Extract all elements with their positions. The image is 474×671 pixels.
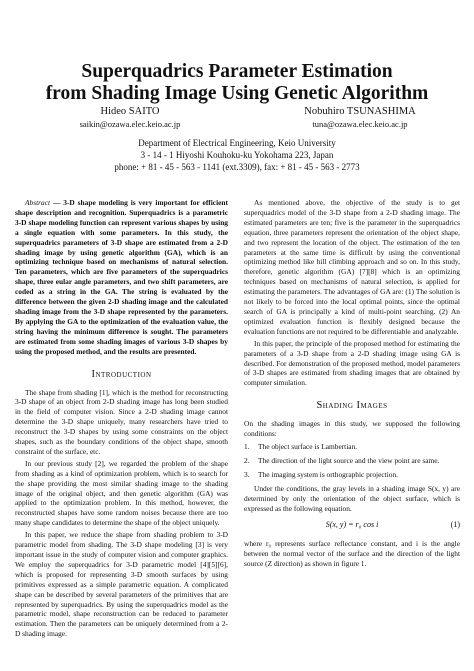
list-text: The imaging system is orthographic projection. — [258, 469, 398, 479]
equation-number: (1) — [450, 520, 460, 530]
affiliation-line: phone: + 81 - 45 - 563 - 1141 (ext.3309), fax: + 81 - 45 - 563 - 2773 — [114, 162, 360, 172]
author-email: tuna@ozawa.elec.keio.ac.jp — [312, 119, 408, 129]
author-name: Hideo SAITO — [100, 106, 160, 117]
list-text: The object surface is Lambertian. — [258, 442, 358, 452]
intro-paragraph: The shape from shading [1], which is the method for reconstructing 3-D shape of an object from 2-D shading image has long been studied in the field of computer vision. Since a 2-D shading image cannot determine the 3-D shape uniquely, many researchers have tried to reconstruct the 3-D shapes by using some constraints on the object shapes, such as the boundary conditions of the object shape, smooth constraint of the surface, etc. — [15, 387, 228, 456]
list-number: 3. — [244, 469, 250, 479]
abstract-dash: — — [50, 198, 64, 207]
intro-paragraph: In our previous study [2], we regarded the problem of the shape from shading as a kind of optimization problem, which is to search for the shape providing the most similar shading image to the shading image of the original object, and then genetic algorithm (GA) was applied to the optimization problem. In this method, however, the reconstructed shapes have some random noises because there are too many shape candidates to determine the shape of the object uniquely. — [15, 458, 228, 528]
paper-title-line2: from Shading Image Using Genetic Algorithm — [45, 83, 429, 104]
list-item — [244, 442, 460, 452]
list-item — [244, 456, 460, 466]
affiliation-line: Department of Electrical Engineering, Keio University — [138, 138, 336, 148]
affiliation — [0, 137, 474, 173]
intro-paragraph: As mentioned above, the objective of the study is to get superquadrics model of the 3-D shape from a 2-D shading image. The estimated parameters are ten; five is the parameter in the superquadrics equation, three parameters represent the orientation of the object shape, and two represent the location of the object. The estimation of the ten parameters at the same time is difficult by using the conventional optimizing method like hill climbing approach and so on. In this study, therefore, genetic algorithm (GA) [7][8] which is an optimizing techniques based on mechanisms of natural selection, is applied for estimating the parameters. The advantages of GA are: (1) The solution is not likely to be forced into the local optimal points, since the optimal search of GA is principally a kind of multi-point searching. (2) An optimized evaluation function is flexibly designed because the evaluation functions are not required to be differentiable and analyzable. — [244, 198, 460, 336]
conditions-list — [244, 442, 460, 480]
equation-body: S(x, y) = r₀ cos i — [325, 520, 379, 530]
list-number: 2. — [244, 455, 250, 465]
list-item — [244, 470, 460, 480]
section-heading-shading-images: Shading Images — [316, 400, 388, 412]
author-name: Nobuhiro TSUNASHIMA — [304, 106, 416, 117]
shading-lead: On the shading images in this study, we supposed the following conditions: — [244, 419, 460, 439]
intro-paragraph: In this paper, the principle of the proposed method for estimating the parameters of a 3-D shape from a 2-D shading image using GA is described. For demonstration of the proposed method, model parameters of 3-D shapes are estimated from shading images that are obtained by computer simulation. — [244, 338, 460, 388]
shading-where: where r₀ represents surface reflectance constant, and i is the angle between the normal vector of the surface and the direction of the light source (Z direction) as shown in figure 1. — [244, 539, 460, 569]
left-column — [15, 198, 228, 641]
abstract-text: 3-D shape modeling is very important for efficient shape description and recognition. Superquadrics is a parametric 3-D shape modeling function can represent various shapes by using a single equation with some parameters. In this study, the superquadrics parameters of 3-D shape are estimated from a 2-D shading image by using genetic algorithm (GA), which is an optimizing technique based on mechanisms of natural selection. Ten parameters, which are five parameters of the superquadrics shape, three eular angle parameters, and two shift parameters, are coded as a string in the GA. The string is evaluated by the difference between the given 2-D shading image and the calculated shading image from the 3-D shape represented by the parameters. By applying the GA to the optimization of the evaluation value, the string having the minimum difference is sought. The parameters are estimated from some shading images of various 3-D shapes by using the proposed method, and the results are presented. — [15, 198, 228, 356]
author-block-1 — [40, 105, 220, 131]
shading-under: Under the conditions, the gray levels in a shading image S(x, y) are determined by only the orientation of the object surface, which is expressed as the following equation. — [244, 483, 460, 513]
abstract-label: Abstract — [25, 198, 51, 207]
abstract — [15, 198, 228, 357]
right-column — [244, 198, 460, 571]
equation-1 — [244, 518, 460, 534]
intro-paragraph: In this paper, we reduce the shape from shading problem to 3-D parametric model from shading. The 3-D shape modeling [3] is very important issue in the study of computer vision and computer graphics. We employ the superquadrics for 3-D parametric model [4][5][6], which is proposed for representing 3-D smooth surfaces by using primitives expressed as a simple parametric equation. A complicated shape can be described by several parameters of the primitives that are represented by superquadrics. By using the superquadrics model as the parametric model, shape reconstruction can be reduced to parameter estimation. Then the parameters can be uniquely determined from a 2-D shading image. — [15, 530, 228, 639]
author-email: saikin@ozawa.elec.keio.ac.jp — [79, 119, 181, 129]
list-number: 1. — [244, 442, 250, 452]
affiliation-line: 3 - 14 - 1 Hiyoshi Kouhoku-ku Yokohama 223, Japan — [140, 150, 334, 160]
list-text: The direction of the light source and the view point are same. — [258, 455, 440, 465]
section-heading-introduction: Introduction — [91, 368, 152, 380]
author-block-2 — [250, 105, 470, 131]
paper-title-line1: Superquadrics Parameter Estimation — [81, 61, 393, 82]
